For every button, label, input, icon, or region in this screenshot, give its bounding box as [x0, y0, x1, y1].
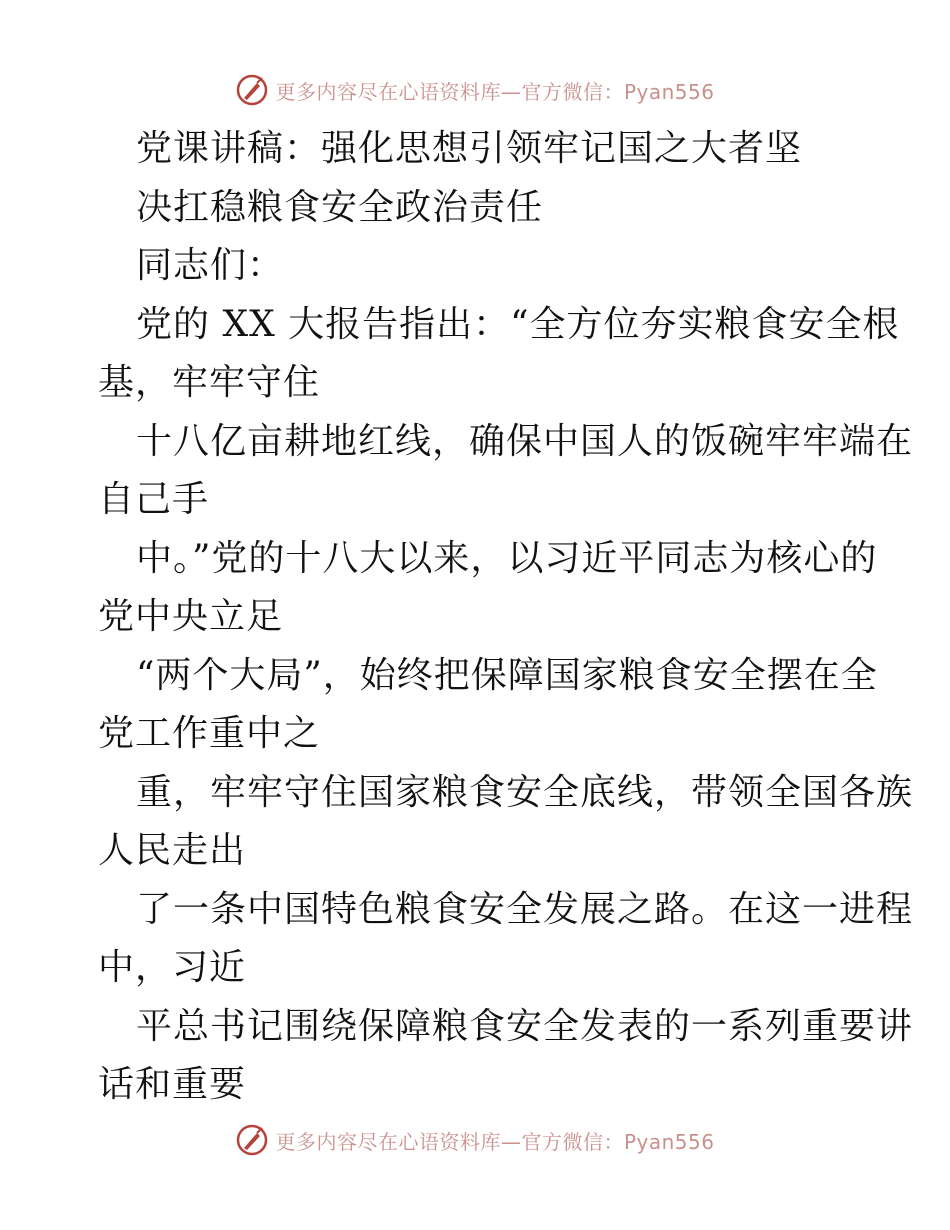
pen-circle-logo-icon: [235, 73, 269, 107]
doc-line: 决扛稳粮食安全政治责任: [136, 186, 544, 228]
doc-line: 平总书记围绕保障粮食安全发表的一系列重要讲: [136, 1005, 914, 1047]
doc-line: 党中央立足: [98, 596, 284, 637]
doc-line: 自己手: [98, 479, 210, 520]
doc-line: 重，牢牢守住国家粮食安全底线，带领全国各族: [136, 771, 914, 813]
doc-line: “两个大局”，始终把保障国家粮食安全摆在全: [136, 654, 878, 696]
doc-line: 中。”党的十八大以来，以习近平同志为核心的: [136, 537, 878, 579]
doc-line: 话和重要: [98, 1064, 247, 1105]
doc-line: 同志们：: [136, 245, 285, 286]
doc-line: 十八亿亩耕地红线，确保中国人的饭碗牢牢端在: [136, 420, 914, 462]
document-body: [98, 120, 914, 1115]
doc-line: 人民走出: [98, 830, 247, 871]
footer-watermark: [0, 1120, 950, 1160]
pen-circle-logo-icon: [235, 1123, 269, 1157]
doc-line: 基，牢牢守住: [98, 362, 321, 403]
header-watermark: [0, 70, 950, 110]
doc-line: 党工作重中之: [98, 713, 321, 754]
doc-line: 党课讲稿：强化思想引领牢记国之大者坚: [136, 128, 803, 169]
doc-line: 中，习近: [98, 947, 247, 988]
watermark-text: 更多内容尽在心语资料库—官方微信：Pyan556: [275, 1129, 715, 1154]
doc-line: 党的 XX 大报告指出：“全方位夯实粮食安全根: [136, 303, 900, 345]
watermark-text: 更多内容尽在心语资料库—官方微信：Pyan556: [275, 79, 715, 104]
doc-line: 了一条中国特色粮食安全发展之路。在这一进程: [136, 888, 914, 930]
